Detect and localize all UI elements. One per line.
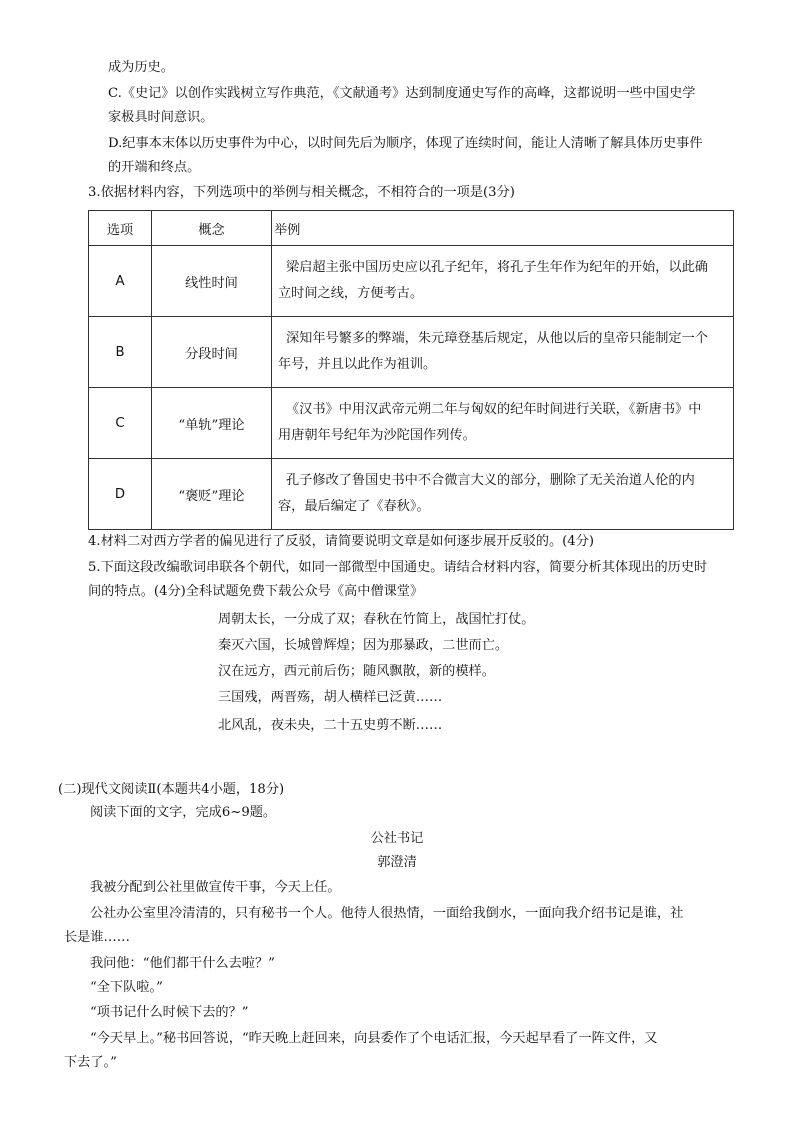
example-line: 年号，并且以此作为祖训。 [278,357,437,372]
table-header-example: 举例 [272,211,734,246]
example-line: 《汉书》中用汉武帝元朔二年与匈奴的纪年时间进行关联，《新唐书》中 [286,402,702,417]
question-5-line2: 间的特点。(4分)全科试题免费下载公众号《高中僧课堂》 [88,584,424,599]
table-cell-option: A [89,246,152,317]
example-line: 深知年号繁多的弊端，朱元璋登基后规定，从他以后的皇帝只能制定一个 [286,331,708,346]
question-3: 3.依据材料内容，下列选项中的举例与相关概念，不相符合的一项是(3分) [88,185,515,200]
table-cell-option: B [89,317,152,388]
story-paragraph: 我被分配到公社里做宣传干事，今天上任。 [90,880,341,895]
table-row [89,459,734,530]
section-heading: (二)现代文阅读Ⅱ(本题共4小题，18分) [58,782,285,797]
option-d-line2: 的开端和终点。 [108,160,201,175]
table-cell-concept: “褒贬”理论 [152,459,272,530]
story-paragraph: “全下队啦。” [90,980,163,995]
table-row [89,246,734,317]
table-cell-concept: 分段时间 [152,317,272,388]
example-line: 孔子修改了鲁国史书中不合微言大义的部分，删除了无关治道人伦的内 [286,473,695,488]
question-5-line1: 5.下面这段改编歌词串联各个朝代，如同一部微型中国通史。请结合材料内容，简要分析其体现出的历史时 [88,560,708,575]
table-cell-option: D [89,459,152,530]
option-c-line2: 家极具时间意识。 [108,110,214,125]
table-cell-example [272,317,734,388]
question-4: 4.材料二对西方学者的偏见进行了反驳，请简要说明文章是如何逐步展开反驳的。(4分) [88,534,595,549]
text-line-continuation: 成为历史。 [108,60,174,75]
section-instruction: 阅读下面的文字，完成6~9题。 [90,805,277,820]
table-cell-concept: 线性时间 [152,246,272,317]
table-row [89,388,734,459]
story-title: 公社书记 [370,831,424,846]
example-line: 立时间之线，方便考古。 [278,286,424,301]
poem-line: 北风乱，夜未央，二十五史剪不断…… [218,718,443,733]
table-cell-concept: “单轨”理论 [152,388,272,459]
poem-line: 汉在远方，西元前后伤；随风飘散，新的模样。 [218,664,495,679]
table-cell-example [272,388,734,459]
table-header-row [89,211,734,246]
story-paragraph: “项书记什么时候下去的？” [90,1005,249,1020]
poem-line: 秦灭六国，长城曾辉煌；因为那暴政，二世而亡。 [218,638,509,653]
option-d-line1: D.纪事本末体以历史事件为中心，以时间先后为顺序，体现了连续时间，能让人清晰了解具体历史事件 [108,136,703,151]
example-line: 梁启超主张中国历史应以孔子纪年，将孔子生年作为纪年的开始，以此确 [286,260,708,275]
poem-line: 三国残，两晋殇，胡人横样已泛黄…… [218,690,443,705]
table-header-option: 选项 [89,211,152,246]
story-paragraph-cont: 长是谁…… [64,930,130,945]
story-paragraph: 公社办公室里冷清清的，只有秘书一个人。他待人很热情，一面给我倒水，一面向我介绍书记是谁，社 [90,906,684,921]
example-line: 用唐朝年号纪年为沙陀国作列传。 [278,428,476,443]
table-cell-example [272,246,734,317]
option-c-line1: C.《史记》以创作实践树立写作典范，《文献通考》达到制度通史写作的高峰，这都说明一些中国史学 [108,86,696,101]
example-line: 容，最后编定了《春秋》。 [278,499,430,514]
options-table [88,210,734,530]
table-cell-option: C [89,388,152,459]
poem-line: 周朝太长，一分成了双；春秋在竹简上，战国忙打仗。 [218,612,535,627]
table-row [89,317,734,388]
table-header-concept: 概念 [152,211,272,246]
story-author: 郭澄清 [377,855,417,870]
story-paragraph-cont: 下去了。” [64,1055,117,1070]
story-paragraph: “今天早上。”秘书回答说，“昨天晚上赶回来，向县委作了个电话汇报，今天起早看了一阵文件，又 [90,1031,658,1046]
table-cell-example [272,459,734,530]
story-paragraph: 我问他：“他们都干什么去啦？” [90,956,275,971]
